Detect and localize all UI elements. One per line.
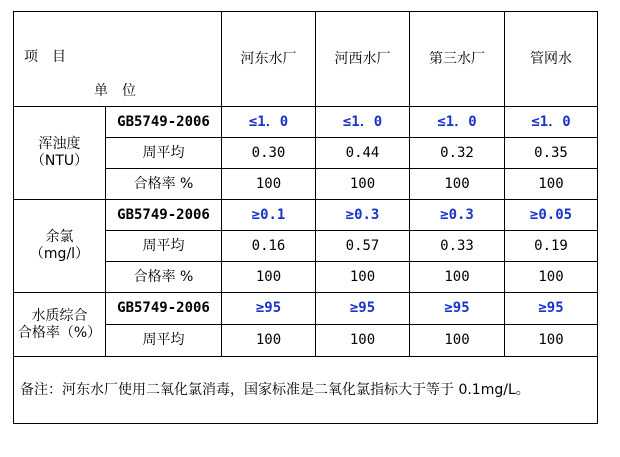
standard-value: ≥95 <box>505 293 598 325</box>
standard-value: ≤1．0 <box>316 107 410 138</box>
standard-value: ≤1．0 <box>222 107 316 138</box>
parameter-name-line2: （NTU） <box>30 153 89 169</box>
table-cell: 100 <box>505 169 598 200</box>
table-cell: 0.19 <box>505 231 598 262</box>
column-header: 河东水厂 <box>222 12 316 107</box>
table-cell: 100 <box>505 325 598 357</box>
parameter-name-overall-compliance <box>14 293 106 357</box>
header-row <box>14 12 598 107</box>
table-cell: 0.32 <box>410 138 505 169</box>
parameter-name-line1: 水质综合 <box>31 307 88 324</box>
note-row <box>14 357 598 424</box>
parameter-name-line2: 合格率（%） <box>17 324 102 341</box>
parameter-name-turbidity <box>14 107 106 200</box>
note-text: 备注：河东水厂使用二氧化氯消毒，国家标准是二氧化氯指标大于等于 0.1mg/L。 <box>14 357 598 424</box>
row-label: 周平均 <box>106 325 222 357</box>
table-row <box>14 200 598 231</box>
standard-label: GB5749-2006 <box>106 107 222 138</box>
table-cell: 0.35 <box>505 138 598 169</box>
item-header: 项 目 <box>24 49 66 65</box>
standard-value: ≥0.05 <box>505 200 598 231</box>
standard-value: ≤1．0 <box>505 107 598 138</box>
parameter-name-residual-chlorine <box>14 200 106 293</box>
table-cell: 100 <box>316 262 410 293</box>
table-row <box>14 293 598 325</box>
table-cell: 100 <box>222 262 316 293</box>
table-cell: 100 <box>410 325 505 357</box>
parameter-name-line1: 浑浊度 <box>38 136 81 152</box>
table-cell: 100 <box>505 262 598 293</box>
standard-value: ≥0.3 <box>410 200 505 231</box>
header-corner-cell <box>14 12 222 107</box>
row-label: 周平均 <box>106 138 222 169</box>
row-label: 合格率 % <box>106 262 222 293</box>
column-header: 河西水厂 <box>316 12 410 107</box>
table-cell: 100 <box>222 325 316 357</box>
table-cell: 0.33 <box>410 231 505 262</box>
table-row <box>14 107 598 138</box>
column-header: 管网水 <box>505 12 598 107</box>
table-cell: 100 <box>410 262 505 293</box>
standard-label: GB5749-2006 <box>106 200 222 231</box>
table-cell: 0.57 <box>316 231 410 262</box>
parameter-name-line2: （mg/l） <box>29 246 90 262</box>
table-cell: 100 <box>222 169 316 200</box>
table-cell: 0.30 <box>222 138 316 169</box>
table-cell: 100 <box>316 325 410 357</box>
water-quality-table <box>13 11 598 424</box>
standard-value: ≤1．0 <box>410 107 505 138</box>
standard-value: ≥95 <box>222 293 316 325</box>
row-label: 合格率 % <box>106 169 222 200</box>
standard-value: ≥95 <box>316 293 410 325</box>
standard-label: GB5749-2006 <box>106 293 222 325</box>
standard-value: ≥0.3 <box>316 200 410 231</box>
table-cell: 100 <box>410 169 505 200</box>
column-header: 第三水厂 <box>410 12 505 107</box>
table-cell: 0.44 <box>316 138 410 169</box>
row-label: 周平均 <box>106 231 222 262</box>
standard-value: ≥0.1 <box>222 200 316 231</box>
table-cell: 0.16 <box>222 231 316 262</box>
parameter-name-line1: 余氯 <box>45 229 74 245</box>
table-cell: 100 <box>316 169 410 200</box>
standard-value: ≥95 <box>410 293 505 325</box>
unit-header: 单 位 <box>94 83 136 99</box>
